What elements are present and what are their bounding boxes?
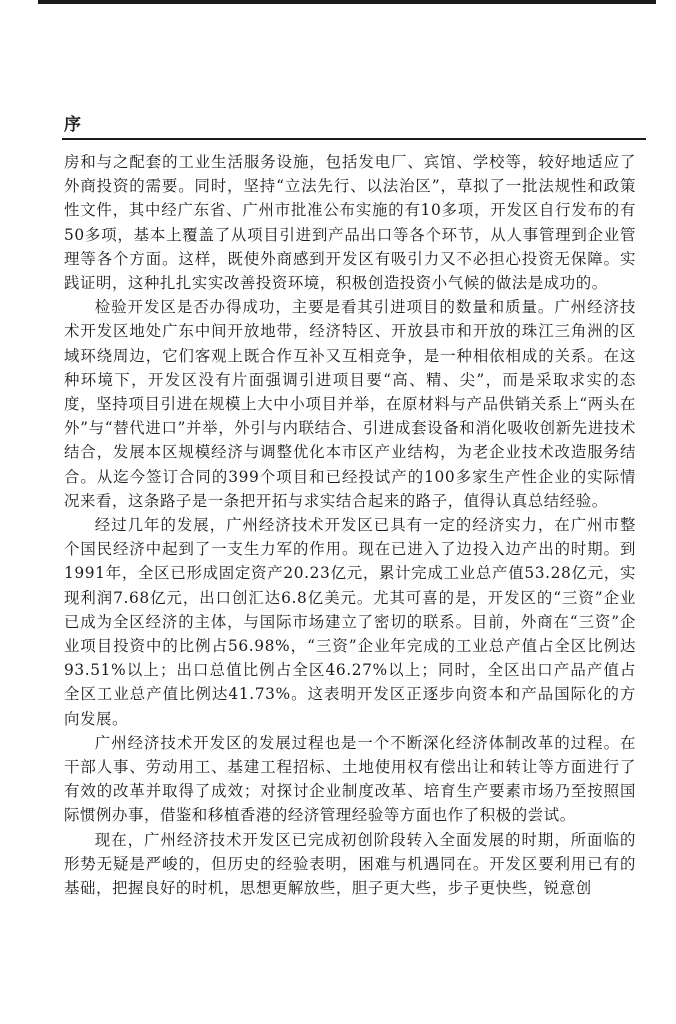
paragraph: 检验开发区是否办得成功，主要是看其引进项目的数量和质量。广州经济技术开发区地处广东中间开放地带，经济特区、开放县市和开放的珠江三角洲的区域环绕周边，它们客观上既合作互补又互相竞争，是一种相依相成的关系。在这种环境下，开发区没有片面强调引进项目要“高、精、尖”，而是采取求实的态度，坚持项目引进在规模上大中小项目并举，在原材料与产品供销关系上“两头在外”与“替代进口”并举，外引与内联结合、引进成套设备和消化吸收创新先进技术结合，发展本区规模经济与调整优化本市区产业结构，为老企业技术改造服务结合。从迄今签订合同的399个项目和已经投试产的100多家生产性企业的实际情况来看，这条路子是一条把开拓与求实结合起来的路子，值得认真总结经验。 (64, 298, 636, 510)
paragraph-continued: 房和与之配套的工业生活服务设施，包括发电厂、宾馆、学校等，较好地适应了外商投资的需要。同时，坚持“立法先行、以法治区”，草拟了一批法规性和政策性文件，其中经广东省、广州市批准公布实施的有10多项，开发区自行发布的有50多项，基本上覆盖了从项目引进到产品出口等各个环节，从人事管理到企业管理等各个方面。这样，既使外商感到开发区有吸引力又不必担心投资无保障。实践证明，这种扎扎实实改善投资环境，积极创造投资小气候的做法是成功的。 (64, 153, 636, 293)
title-underline (62, 138, 646, 140)
paragraph: 广州经济技术开发区的发展过程也是一个不断深化经济体制改革的过程。在干部人事、劳动用工、基建工程招标、土地使用权有偿出让和转让等方面进行了有效的改革并取得了成效；对探讨企业制度改革、培育生产要素市场乃至按照国际惯例办事，借鉴和移植香港的经济管理经验等方面也作了积极的尝试。 (64, 733, 636, 825)
paragraph: 经过几年的发展，广州经济技术开发区已具有一定的经济实力，在广州市整个国民经济中起到了一支生力军的作用。现在已进入了边投入边产出的时期。到1991年，全区已形成固定资产20.23亿元，累计完成工业总产值53.28亿元，实现利润7.68亿元，出口创汇达6.8亿美元。尤其可喜的是，开发区的“三资”企业已成为全区经济的主体，与国际市场建立了密切的联系。目前，外商在“三资”企业项目投资中的比例占56.98%，“三资”企业年完成的工业总产值占全区比例达93.51%以上；出口总值比例占全区46.27%以上；同时，全区出口产品产值占全区工业总产值比例达41.73%。这表明开发区正逐步向资本和产品国际化的方向发展。 (64, 516, 636, 728)
body-text (64, 150, 636, 900)
top-border-rule (38, 0, 656, 4)
paragraph: 现在，广州经济技术开发区已完成初创阶段转入全面发展的时期，所面临的形势无疑是严峻的，但历史的经验表明，困难与机遇同在。开发区要利用已有的基础，把握良好的时机，思想更解放些，胆子更大些，步子更快些，锐意创 (64, 830, 636, 898)
library-stamp (4, 0, 53, 42)
page-title: 序 (64, 115, 83, 135)
